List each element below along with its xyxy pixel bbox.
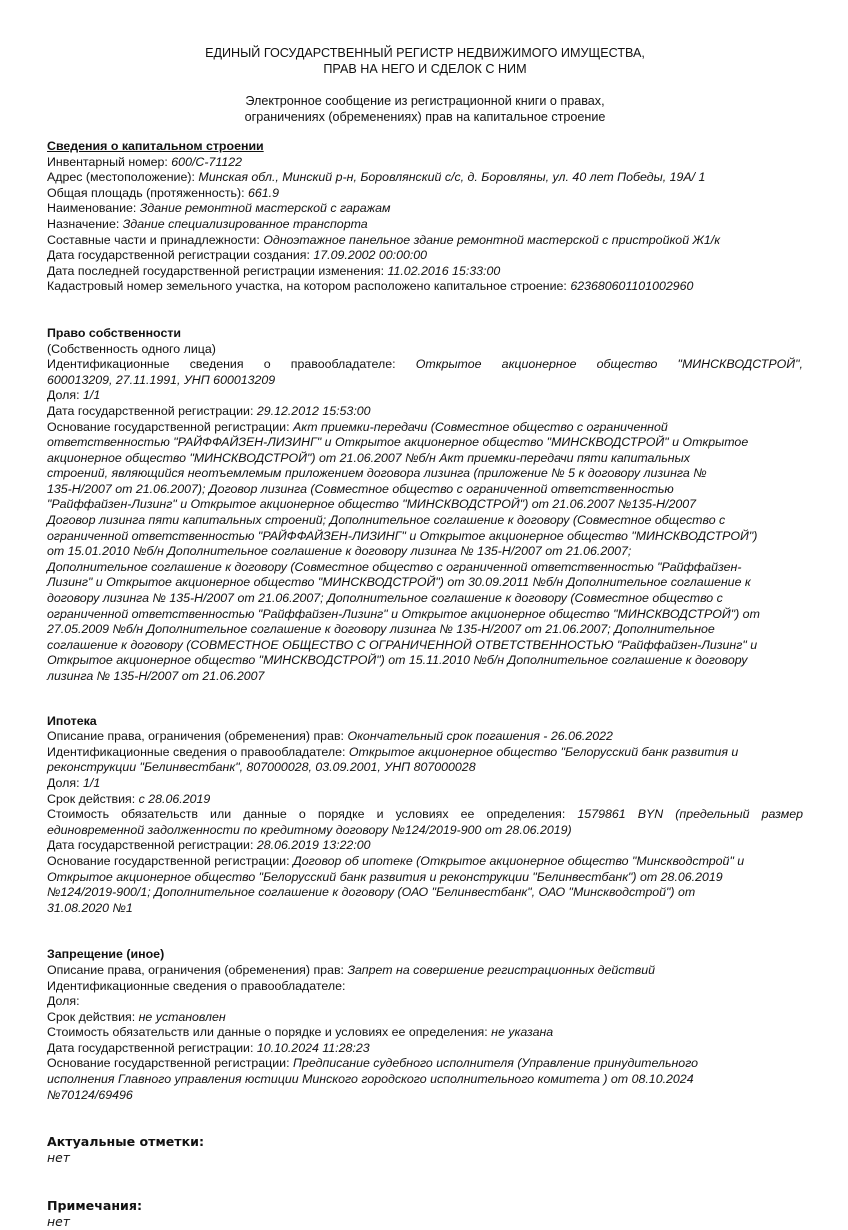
prohibition-term-value: не установлен: [138, 1009, 226, 1024]
ownership-reg-date-row: [47, 404, 803, 420]
created-value: 17.09.2002 00:00:00: [313, 248, 428, 263]
created-row: [47, 248, 803, 264]
ownership-title: Право собственности: [47, 325, 182, 340]
name-label: Наименование:: [47, 201, 140, 216]
ownership-basis-line: 135-Н/2007 от 21.06.2007); Договор лизинга (Совместное общество с ограниченной ответственностью: [47, 481, 674, 496]
ownership-share-label: Доля:: [47, 388, 83, 403]
section-prohibition: [47, 947, 803, 1103]
mortgage-term-value: с 28.06.2019: [138, 791, 211, 806]
mortgage-cost-value-cont: единовременной задолженности по кредитному договору №124/2019-900 от 28.06.2019): [47, 822, 572, 837]
mortgage-reg-date-value: 28.06.2019 13:22:00: [256, 838, 371, 853]
mortgage-cost-value: 1579861 BYN (предельный размер: [577, 807, 803, 822]
prohibition-title: Запрещение (иное): [47, 947, 165, 962]
mortgage-reg-date-row: [47, 838, 803, 854]
mortgage-holder-value-cont: реконструкции "Белинвестбанк", 807000028, 03.09.2001, УНП 807000028: [47, 760, 476, 775]
prohibition-desc-value: Запрет на совершение регистрационных действий: [347, 962, 656, 977]
ownership-basis-line: Дополнительное соглашение к договору (Совместное общество с ограниченной ответственностью "Райффайзен-: [47, 559, 742, 574]
notes-title: Примечания:: [47, 1198, 143, 1214]
section-building: [47, 139, 803, 295]
mortgage-holder-label: Идентификационные сведения о правообладателе:: [47, 744, 349, 759]
cadastral-row: [47, 279, 803, 295]
mortgage-holder-value: Открытое акционерное общество "Белорусский банк развития и: [348, 744, 739, 759]
prohibition-share-label: Доля:: [47, 994, 80, 1009]
prohibition-cost-value: не указана: [491, 1025, 554, 1040]
ownership-basis-line: строений, являющийся неотъемлемым приложением договора лизинга (приложение № 5 к договору лизинга №: [47, 466, 707, 481]
header-subtitle-line1: Электронное сообщение из регистрационной книги о правах,: [245, 94, 605, 108]
mortgage-title: Ипотека: [47, 713, 97, 728]
prohibition-reg-date-row: [47, 1041, 803, 1057]
prohibition-term-label: Срок действия:: [47, 1009, 139, 1024]
changed-value: 11.02.2016 15:33:00: [387, 263, 501, 278]
parts-value: Одноэтажное панельное здание ремонтной мастерской с пристройкой Ж1/к: [263, 232, 721, 247]
inventory-label: Инвентарный номер:: [47, 154, 172, 169]
section-ownership: [47, 326, 803, 685]
address-value: Минская обл., Минский р-н, Боровлянский с/с, д. Боровляны, ул. 40 лет Победы, 19А/ 1: [198, 170, 706, 185]
header-title-line1: ЕДИНЫЙ ГОСУДАРСТВЕННЫЙ РЕГИСТР НЕДВИЖИМОГО ИМУЩЕСТВА,: [205, 46, 645, 60]
ownership-basis-line: 27.05.2009 №б/н Дополнительное соглашение к договору лизинга № 135-Н/2007 от 21.06.2007; Дополнительное: [47, 622, 715, 637]
ownership-share-row: [47, 388, 803, 404]
prohibition-cost-row: [47, 1025, 803, 1041]
address-label: Адрес (местоположение):: [47, 170, 199, 185]
prohibition-desc-label: Описание права, ограничения (обременения) прав:: [47, 962, 348, 977]
ownership-basis-line: Договор лизинга пяти капитальных строений; Дополнительное соглашение к договору (Совместное общество с: [47, 513, 726, 528]
ownership-basis-line: Открытое акционерное общество "МИНСКВОДСТРОЙ") от 15.11.2010 №б/н Дополнительное соглашение к договору: [47, 653, 748, 668]
ownership-reg-date-label: Дата государственной регистрации:: [47, 403, 257, 418]
prohibition-basis-row: [47, 1056, 803, 1072]
prohibition-holder-label: Идентификационные сведения о правообладателе:: [47, 978, 346, 993]
ownership-basis-line: соглашение к договору (СОВМЕСТНОЕ ОБЩЕСТВО С ОГРАНИЧЕННОЙ ОТВЕТСТВЕННОСТЬЮ "Райффайзен-Лизинг" и: [47, 637, 758, 652]
ownership-basis-line: договору лизинга № 135-Н/2007 от 21.06.2007; Дополнительное соглашение к договору (Совместное общество с: [47, 591, 723, 606]
created-label: Дата государственной регистрации создания:: [47, 248, 314, 263]
section-notes: [47, 1198, 803, 1229]
ownership-holder-value-cont: 600013209, 27.11.1991, УНП 600013209: [47, 372, 276, 387]
ownership-basis-line: Лизинг" и Открытое акционерное общество "МИНСКВОДСТРОЙ") от 30.09.2011 №б/н Дополнительное соглашение к: [47, 575, 751, 590]
name-row: [47, 201, 803, 217]
mortgage-basis-row: [47, 854, 803, 870]
ownership-basis-line: от 15.01.2010 №б/н Дополнительное соглашение к договору лизинга № 135-Н/2007 от 21.06.2007;: [47, 544, 632, 559]
mortgage-share-label: Доля:: [47, 775, 83, 790]
area-value: 661.9: [247, 185, 279, 200]
area-row: [47, 186, 803, 202]
purpose-label: Назначение:: [47, 216, 123, 231]
name-value: Здание ремонтной мастерской с гаражам: [139, 201, 391, 216]
ownership-share-value: 1/1: [82, 388, 101, 403]
ownership-basis-line: лизинга № 135-Н/2007 от 21.06.2007: [47, 669, 265, 683]
mortgage-term-row: [47, 792, 803, 808]
cadastral-value: 623680601101002960: [570, 279, 694, 294]
mortgage-holder-row: [47, 745, 803, 761]
prohibition-basis-label: Основание государственной регистрации:: [47, 1056, 293, 1071]
ownership-holder-label: Идентификационные сведения о правообладателе:: [47, 357, 416, 372]
ownership-basis-row: [47, 420, 803, 436]
changed-label: Дата последней государственной регистрации изменения:: [47, 263, 388, 278]
ownership-type: (Собственность одного лица): [47, 341, 216, 356]
changed-row: [47, 264, 803, 280]
prohibition-basis-line: №70124/69496: [47, 1087, 133, 1102]
purpose-row: [47, 217, 803, 233]
prohibition-reg-date-value: 10.10.2024 11:28:23: [256, 1040, 370, 1055]
area-label: Общая площадь (протяженность):: [47, 185, 248, 200]
ownership-basis-line: ограниченной ответственностью "Райффайзен-Лизинг" и Открытое акционерное общество "МИНСКВОДСТРОЙ") от: [47, 606, 760, 621]
address-row: [47, 170, 803, 186]
ownership-holder-row: [47, 357, 803, 373]
ownership-reg-date-value: 29.12.2012 15:53:00: [256, 403, 371, 418]
prohibition-reg-date-label: Дата государственной регистрации:: [47, 1040, 257, 1055]
document-header: [47, 45, 803, 125]
ownership-basis-line: Акт приемки-передачи (Совместное общество с ограниченной: [292, 419, 668, 434]
ownership-basis-line: "Райффайзен-Лизинг" и Открытое акционерное общество "МИНСКВОДСТРОЙ") от 21.06.2007 №135-Н/2007: [47, 497, 697, 512]
prohibition-basis-line: Предписание судебного исполнителя (Управление принудительного: [292, 1056, 699, 1071]
prohibition-basis-line: исполнения Главного управления юстиции Минского городского исполнительного комитета ) от 08.10.2024: [47, 1072, 694, 1087]
mortgage-share-row: [47, 776, 803, 792]
mortgage-desc-value: Окончательный срок погашения - 26.06.2022: [347, 729, 613, 744]
parts-label: Составные части и принадлежности:: [47, 232, 264, 247]
ownership-holder-value: Открытое акционерное общество "МИНСКВОДСТРОЙ",: [415, 357, 803, 372]
ownership-basis-line: ограниченной ответственностью "РАЙФФАЙЗЕН-ЛИЗИНГ" и Открытое акционерное общество "МИНСКВОДСТРОЙ"): [47, 528, 758, 543]
prohibition-desc-row: [47, 963, 803, 979]
prohibition-cost-label: Стоимость обязательств или данные о порядке и условиях ее определения:: [47, 1025, 492, 1040]
header-subtitle-line2: ограничениях (обременениях) прав на капитальное строение: [244, 110, 606, 124]
inventory-value: 600/С-71122: [171, 154, 243, 169]
register-document: [47, 45, 803, 1230]
mortgage-basis-line: №124/2019-900/1; Дополнительное соглашение к договору (ОАО "Белинвестбанк", ОАО "Минскводстрой") от: [47, 885, 696, 900]
mortgage-cost-label: Стоимость обязательств или данные о порядке и условиях ее определения:: [47, 807, 578, 822]
ownership-basis-label: Основание государственной регистрации:: [47, 419, 293, 434]
purpose-value: Здание специализированное транспорта: [122, 216, 368, 231]
section-mortgage: [47, 714, 803, 917]
current-marks-value: нет: [47, 1149, 70, 1165]
notes-value: нет: [47, 1214, 70, 1230]
mortgage-basis-line: Договор об ипотеке (Открытое акционерное общество "Минскводстрой" и: [292, 853, 745, 868]
header-title-line2: ПРАВ НА НЕГО И СДЕЛОК С НИМ: [323, 62, 527, 76]
current-marks-title: Актуальные отметки:: [47, 1134, 204, 1150]
mortgage-desc-row: [47, 729, 803, 745]
ownership-basis-line: ответственностью "РАЙФФАЙЗЕН-ЛИЗИНГ" и Открытое акционерное общество "МИНСКВОДСТРОЙ" и Открытое: [47, 435, 749, 450]
mortgage-basis-line: Открытое акционерное общество "Белорусский банк развития и реконструкции "Белинвестбанк") от 28.06.2019: [47, 869, 723, 884]
mortgage-basis-label: Основание государственной регистрации:: [47, 853, 293, 868]
ownership-basis-line: акционерное общество "МИНСКВОДСТРОЙ") от 21.06.2007 №б/н Акт приемки-передачи пяти капитальных: [47, 450, 690, 465]
section-current-marks: [47, 1134, 803, 1165]
mortgage-cost-row: [47, 807, 803, 823]
building-title: Сведения о капитальном строении: [47, 139, 264, 153]
prohibition-term-row: [47, 1010, 803, 1026]
mortgage-share-value: 1/1: [82, 775, 101, 790]
mortgage-reg-date-label: Дата государственной регистрации:: [47, 838, 257, 853]
cadastral-label: Кадастровый номер земельного участка, на котором расположено капитальное строение:: [47, 279, 571, 294]
parts-row: [47, 233, 803, 249]
mortgage-desc-label: Описание права, ограничения (обременения) прав:: [47, 729, 348, 744]
mortgage-basis-line: 31.08.2020 №1: [47, 900, 133, 915]
mortgage-term-label: Срок действия:: [47, 791, 139, 806]
inventory-row: [47, 155, 803, 171]
